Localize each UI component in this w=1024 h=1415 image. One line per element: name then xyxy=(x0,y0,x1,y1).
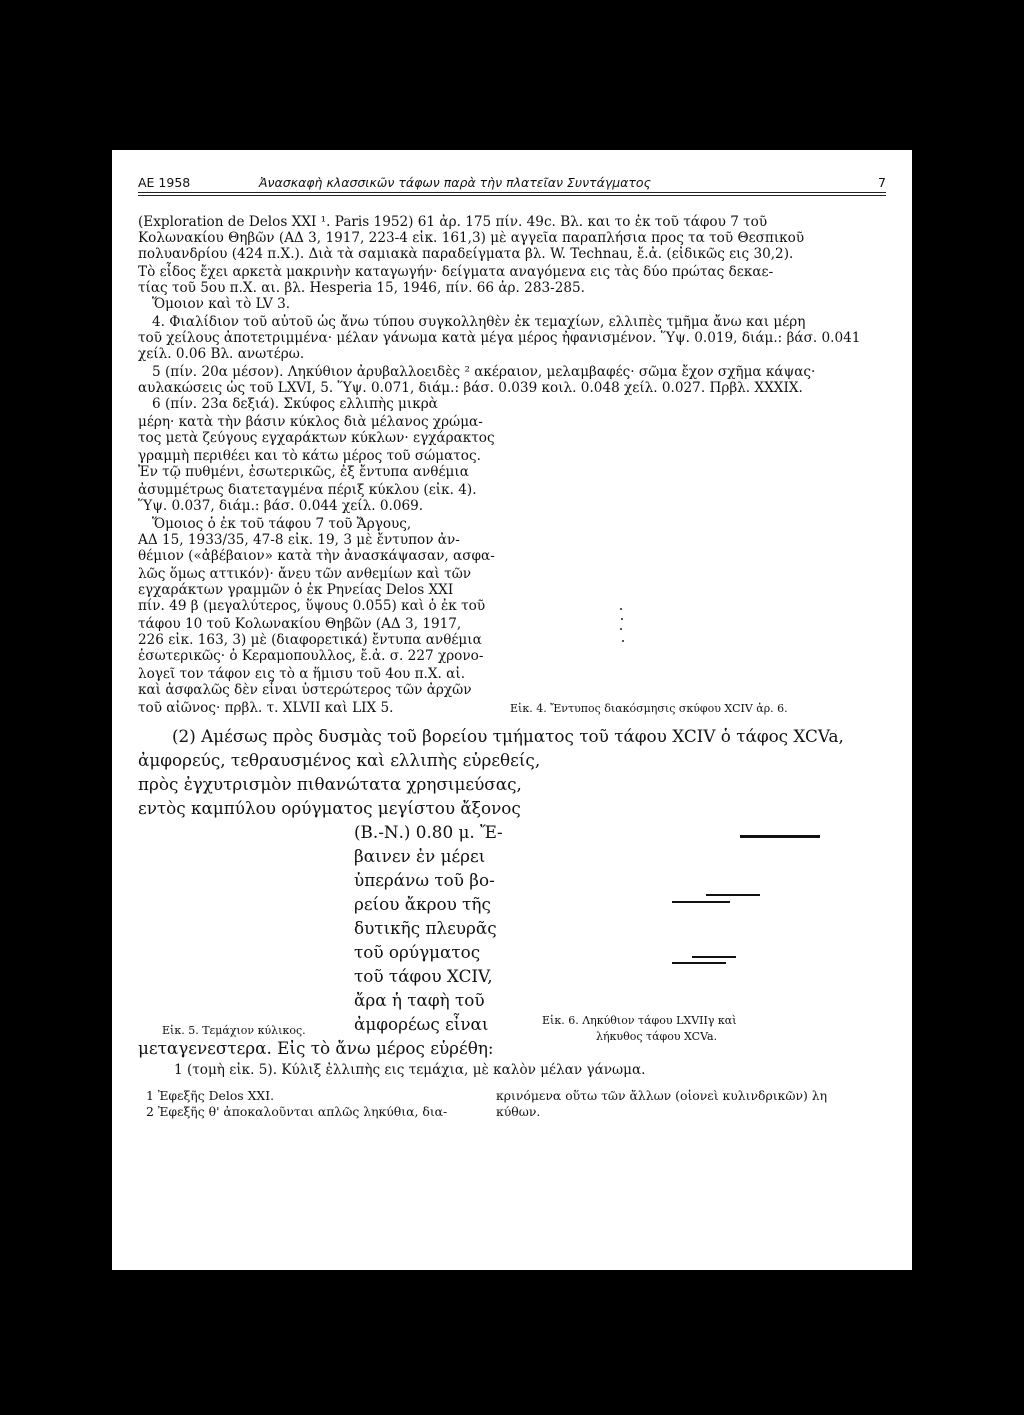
page-number: 7 xyxy=(878,175,886,190)
text-line: πρὸς ἐγχυτρισμὸν πιθανώτατα χρησιμεύσας, xyxy=(138,774,522,794)
text-line: 6 (πίν. 23α δεξιά). Σκύφος ελλιπὴς μικρὰ xyxy=(152,396,438,412)
figure-4-mark xyxy=(620,608,622,610)
text-line: τοῦ τάφου XCIV, xyxy=(354,966,493,986)
text-line: τοῦ ορύγματος xyxy=(354,942,481,962)
text-line: ἀσυμμέτρως διατεταγμένα πέριξ κύκλου (εἰκ. 4). xyxy=(138,482,477,498)
figure-6-stroke xyxy=(672,901,730,903)
figure-4-mark xyxy=(621,618,623,620)
text-line: (Β.-Ν.) 0.80 μ. Ἔ- xyxy=(354,822,503,842)
footnote-2: 2 Ἐφεξῆς θ' ἀποκαλοῦνται απλῶς ληκύθια, δια- xyxy=(146,1104,448,1119)
footnote-2-continued: κρινόμενα οὕτω τῶν ἄλλων (οἱονεὶ κυλινδρικῶν) λη xyxy=(496,1088,828,1103)
text-line: εγχαράκτων γραμμῶν ὁ ἐκ Ρηνείας Delos XXI xyxy=(138,582,454,598)
text-line: Τὸ εἶδος ἔχει αρκετὰ μακρινὴν καταγωγήν· δείγματα αναγόμενα εις τὰς δύο πρώτας δεκαε- xyxy=(138,264,774,280)
text-line: Ὅμοιος ὁ ἐκ τοῦ τάφου 7 τοῦ Ἄργους, xyxy=(152,516,412,532)
header-rule xyxy=(138,192,886,193)
text-line: 1 (τομὴ εἰκ. 5). Κύλιξ ἐλλιπὴς εις τεμάχια, μὲ καλὸν μέλαν γάνωμα. xyxy=(174,1062,646,1078)
text-line: πολυανδρίου (424 π.Χ.). Διὰ τὰ σαμιακὰ παραδείγματα βλ. W. Technau, ἔ.ἀ. (εἰδικῶς εις 30,2). xyxy=(138,246,794,262)
text-line: 5 (πίν. 20α μέσον). Ληκύθιον ἀρυβαλλοειδὲς ² ακέραιον, μελαμβαφές· σῶμα ἔχον σχῆμα κάψας· xyxy=(152,364,816,380)
figure-4-mark xyxy=(620,628,622,630)
figure-6-caption: Εἰκ. 6. Ληκύθιον τάφου LXVIIγ καὶ xyxy=(542,1014,737,1027)
text-line: πίν. 49 β (μεγαλύτερος, ὕψους 0.055) καὶ ὁ ἐκ τοῦ xyxy=(138,598,486,614)
text-line: τος μετὰ ζεύγους εγχαράκτων κύκλων· εγχάρακτος xyxy=(138,430,495,446)
text-line: γραμμὴ περιθέει και τὸ κάτω μέρος τοῦ σώματος. xyxy=(138,448,481,464)
text-line: αυλακώσεις ὡς τοῦ LXVI, 5. Ὕψ. 0.071, διάμ.: βάσ. 0.039 κοιλ. 0.048 χείλ. 0.027. Πρβλ. XXXIX. xyxy=(138,380,803,396)
text-line: 4. Φιαλίδιον τοῦ αὐτοῦ ὡς ἄνω τύπου συγκολληθὲν ἐκ τεμαχίων, ελλιπὲς τμῆμα ἄνω και μέρη xyxy=(152,314,806,330)
text-line: Ἐν τῷ πυθμένι, ἐσωτερικῶς, ἐξ ἔντυπα ανθέμια xyxy=(138,464,469,480)
text-line: μέρη· κατὰ τὴν βάσιν κύκλος διὰ μέλανος χρώμα- xyxy=(138,414,483,430)
text-line: ἄρα ἡ ταφὴ τοῦ xyxy=(354,990,485,1010)
text-line: λογεῖ τον τάφον εις τὸ α ἥμισυ τοῦ 4ου π.Χ. αἰ. xyxy=(138,666,466,682)
text-line: ἀμφορέως εἶναι xyxy=(354,1014,489,1034)
figure-4-caption: Εἰκ. 4. Ἔντυπος διακόσμησις σκύφου XCIV ἀρ. 6. xyxy=(510,702,788,715)
header-rule-2 xyxy=(138,195,886,196)
figure-6-stroke xyxy=(692,956,736,958)
text-line: θέμιον («ἀβέβαιον» κατὰ τὴν ἀνασκάψασαν, ασφα- xyxy=(138,548,495,564)
text-line: εντὸς καμπύλου ορύγματος μεγίστου ἄξονος xyxy=(138,798,521,818)
text-line: χείλ. 0.06 Βλ. ανωτέρω. xyxy=(138,346,305,362)
figure-6-stroke xyxy=(672,962,726,964)
footnote-2-continued: κύθων. xyxy=(496,1104,541,1119)
running-head-journal: ΑΕ 1958 xyxy=(138,175,191,190)
text-line: Ὅμοιον καὶ τὸ LV 3. xyxy=(152,296,291,312)
figure-6-caption: λήκυθος τάφου XCVa. xyxy=(596,1030,718,1043)
text-line: Κολωνακίου Θηβῶν (ΑΔ 3, 1917, 223-4 εἰκ. 161,3) μὲ αγγεῖα παραπλήσια προς τα τοῦ Θεσπικοῦ xyxy=(138,230,805,246)
text-line: ΑΔ 15, 1933/35, 47-8 εἰκ. 19, 3 μὲ ἔντυπον ἀν- xyxy=(138,532,460,548)
running-head-title: Ἀνασκαφὴ κλασσικῶν τάφων παρὰ τὴν πλατεῖαν Συντάγματος xyxy=(259,175,651,190)
figure-6-stroke xyxy=(706,894,760,896)
figure-5-caption: Εἰκ. 5. Τεμάχιον κύλικος. xyxy=(162,1024,306,1037)
text-line: βαινεν ἐν μέρει xyxy=(354,846,486,866)
text-line: τίας τοῦ 5ου π.Χ. αι. βλ. Hesperia 15, 1946, πίν. 66 ἀρ. 283-285. xyxy=(138,280,585,296)
text-line: τάφου 10 τοῦ Κολωνακίου Θηβῶν (ΑΔ 3, 1917, xyxy=(138,616,462,632)
footnote-1: 1 Ἐφεξῆς Delos XXI. xyxy=(146,1088,275,1103)
text-line: δυτικῆς πλευρᾶς xyxy=(354,918,497,938)
text-line: Ὕψ. 0.037, διάμ.: βάσ. 0.044 χείλ. 0.069. xyxy=(138,498,424,514)
text-line: (Exploration de Delos XXI ¹. Paris 1952) 61 ἀρ. 175 πίν. 49c. Βλ. και το ἐκ τοῦ τάφου 7 τοῦ xyxy=(138,214,768,230)
figure-6-stroke xyxy=(740,835,820,838)
figure-4-mark xyxy=(622,640,624,642)
text-line: ἀμφορεύς, τεθραυσμένος καὶ ελλιπὴς εὑρεθείς, xyxy=(138,750,541,770)
text-line: τοῦ αἰῶνος· πρβλ. τ. XLVII καὶ LIX 5. xyxy=(138,700,394,716)
text-line: μεταγενεστερα. Εἰς τὸ ἄνω μέρος εὑρέθη: xyxy=(138,1038,494,1058)
text-line: 226 εἰκ. 163, 3) μὲ (διαφορετικά) ἔντυπα ανθέμια xyxy=(138,632,482,648)
text-line: ρείου ἄκρου τῆς xyxy=(354,894,491,914)
text-line: ἐσωτερικῶς· ὁ Κεραμοπουλλος, ἔ.ἀ. σ. 227 χρονο- xyxy=(138,648,484,664)
text-line: καὶ ἀσφαλῶς δὲν εἶναι ὑστερώτερος τῶν ἀρχῶν xyxy=(138,682,472,698)
text-line: λῶς ὅμως αττικόν)· ἄνευ τῶν ανθεμίων καὶ τῶν xyxy=(138,566,472,582)
document-page xyxy=(112,150,912,1270)
text-line: τοῦ χείλους ἀποτετριμμένα· μέλαν γάνωμα κατὰ μέγα μέρος ἠφανισμένον. Ὕψ. 0.019, διάμ.: βάσ. 0.041 xyxy=(138,330,861,346)
text-line: (2) Αμέσως πρὸς δυσμὰς τοῦ βορείου τμήματος τοῦ τάφου XCIV ὁ τάφος XCVa, xyxy=(172,726,844,746)
text-line: ὑπεράνω τοῦ βο- xyxy=(354,870,495,890)
